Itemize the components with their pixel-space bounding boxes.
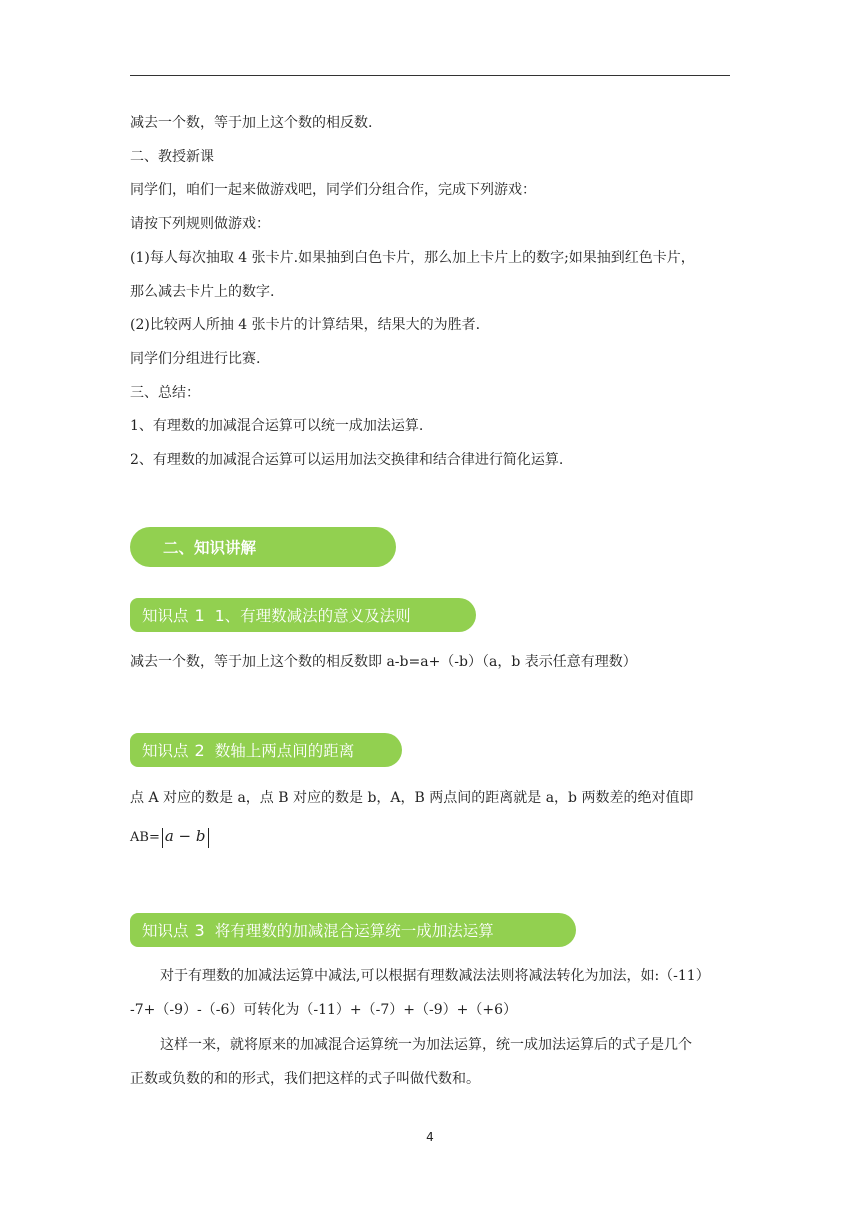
kp-number: 2 [194, 740, 205, 760]
kp-number: 3 [194, 920, 205, 940]
kp3-paragraph-2-cont: 正数或负数的和的形式，我们把这样的式子叫做代数和。 [130, 1071, 480, 1087]
kp-label: 知识点 [142, 607, 189, 625]
kp-title: 将有理数的加减混合运算统一成加法运算 [214, 922, 494, 940]
abs-bar-left [162, 828, 163, 848]
page-number: 4 [426, 1130, 434, 1144]
knowledge-point-2-banner [130, 733, 402, 767]
kp2-formula [130, 826, 211, 848]
heading-summary: 三、总结： [130, 385, 200, 401]
section-banner [130, 527, 396, 567]
kp-label: 知识点 [142, 922, 189, 940]
kp2-body: 点 A 对应的数是 a，点 B 对应的数是 b，A，B 两点间的距离就是 a，b 两数差的绝对值即 [130, 790, 694, 806]
kp-label: 知识点 [142, 742, 189, 760]
rule-1-cont: 那么减去卡片上的数字. [130, 284, 275, 300]
text-line: 请按下列规则做游戏： [130, 216, 270, 232]
kp-title: 数轴上两点间的距离 [214, 742, 355, 760]
rule-1: (1)每人每次抽取 4 张卡片.如果抽到白色卡片，那么加上卡片上的数字;如果抽到红色卡片， [130, 250, 695, 266]
kp1-body: 减去一个数，等于加上这个数的相反数即 a-b=a+（-b）（a，b 表示任意有理数） [130, 654, 637, 670]
text-line: 减去一个数，等于加上这个数的相反数. [130, 115, 373, 131]
kp-number: 1 [194, 605, 205, 625]
kp3-paragraph-1-cont: -7+（-9）-（-6）可转化为（-11）+（-7）+（-9）+（+6） [130, 1002, 518, 1018]
kp3-paragraph-1: 对于有理数的加减法运算中减法,可以根据有理数减法法则将减法转化为加法，如:（-11） [160, 968, 710, 984]
knowledge-point-3-banner [130, 913, 576, 947]
abs-bar-right [208, 828, 209, 848]
kp3-paragraph-2: 这样一来，就将原来的加减混合运算统一为加法运算，统一成加法运算后的式子是几个 [160, 1037, 692, 1053]
summary-2: 2、有理数的加减混合运算可以运用加法交换律和结合律进行简化运算. [130, 452, 564, 468]
text-line: 同学们分组进行比赛. [130, 351, 261, 367]
rule-2: (2)比较两人所抽 4 张卡片的计算结果，结果大的为胜者. [130, 317, 481, 333]
header-rule [130, 75, 730, 76]
knowledge-point-1-banner [130, 598, 476, 632]
text-line: 同学们，咱们一起来做游戏吧，同学们分组合作，完成下列游戏： [130, 182, 536, 198]
formula-prefix: AB= [130, 830, 160, 845]
section-title: 二、知识讲解 [163, 539, 257, 557]
heading-teaching: 二、教授新课 [130, 149, 214, 165]
summary-1: 1、有理数的加减混合运算可以统一成加法运算. [130, 418, 424, 434]
formula-expression: a − b [164, 827, 206, 845]
kp-title: 1、有理数减法的意义及法则 [214, 607, 411, 625]
